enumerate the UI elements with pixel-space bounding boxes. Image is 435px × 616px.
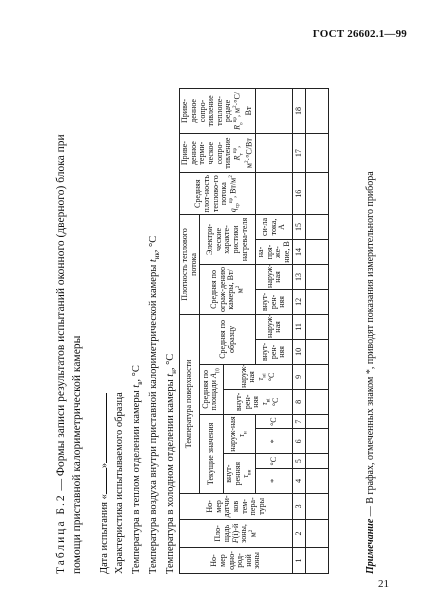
table-note [365,171,376,574]
envelope-outer-header: наруж-ная [255,264,293,289]
voltage-header: на-пря-же-ние, В [255,240,293,265]
col-number: 4 [293,468,306,493]
tau-vi-symbol: τ [260,402,270,406]
cold-temp-unit: , °С [165,353,176,371]
outer-surface-label: наруж-ная [228,416,238,452]
surface-temp-header: Температура поверхности [180,314,200,493]
reduced-thermal-res-sub: т [238,153,244,156]
tau-ni-symbol: τ [255,377,265,381]
reduced-heat-res-unit-tail: ·°С/Вт [232,91,253,116]
standard-code: ГОСТ 26602.1—99 [312,28,407,40]
avg-outer-unit: °С [266,372,276,382]
avg-heat-flow-header [180,173,256,215]
col-number: 3 [293,493,306,519]
page-number: 21 [378,578,389,590]
empty-cell [306,133,329,173]
reduced-thermal-res-blank [255,133,293,173]
inner-surface-label: внут-ренняя [224,461,242,486]
cold-temp-sub: н [171,370,179,374]
cold-temp-field [165,354,178,574]
empty-cell [306,364,329,389]
warm-temp-label: Температура в теплом отделении камеры [131,390,142,574]
empty-cell [306,215,329,240]
reduced-thermal-res-unit: , м [232,145,254,169]
col-number: 13 [293,264,306,289]
tau-inner-sub: вн [246,469,253,475]
col-number: 1 [293,548,306,574]
unit-inner: °С [255,454,293,469]
col-number: 2 [293,519,306,547]
avg-outer-header [223,364,293,389]
cold-temp-label: Температура в холодном отделении камеры [165,379,176,574]
reduced-thermal-res-symbol: R [232,155,242,161]
avg-inner-header [223,389,293,414]
avg-area-header [200,364,224,414]
avg-heat-flow-blank [255,173,293,215]
rotated-table-page [47,56,397,574]
calorimeter-temp-unit: , °С [148,235,159,253]
col-number: 7 [293,414,306,429]
avg-heat-flow-sub: ср [234,203,241,209]
calorimeter-temp-field [148,236,161,574]
reduced-thermal-res-header [180,133,256,173]
sample-label: Характеристика испытываемого образца [114,392,125,574]
test-date-field [97,393,110,574]
reduced-heat-res-sup: пр [232,117,239,123]
empty-cell [306,468,329,493]
avg-envelope-header [200,264,256,314]
sample-inner-header: внут-рен-няя [255,339,293,364]
avg-sample-header: Средняя по образцу [200,314,256,364]
table-title-line2: помощи приставной калориметрической камеры [71,335,83,574]
unit-outer: °С [255,414,293,429]
electrical-header: Электри-ческие характе-ристики нагрева-теля [200,215,256,265]
tau-inner-symbol: τ [241,474,251,478]
warm-temp-symbol: t [131,384,142,388]
avg-envelope-sup: 2 [234,285,241,289]
calorimeter-temp-label: Температура воздуха внутри приставной калориметрической камеры [148,264,159,574]
avg-heat-flow-label: Средняя плот-ность теплово-го потока [193,174,229,213]
reduced-thermal-res-unit-tail: ·°С/Вт [244,138,254,161]
empty-cell [306,454,329,469]
zone-area-label: Пло-щадь [213,524,231,543]
inner-surface-header [223,454,255,494]
zone-number-header: Но-мер одно-род-ной зоны [180,548,293,574]
empty-cell [306,493,329,519]
date-year-blank [97,393,107,463]
reduced-heat-res-unit: , м [232,107,242,118]
col-number: 8 [293,389,306,414]
note-lead: Примечание [365,518,376,574]
note-text: — В графах, отмеченных знаком *, приводят показания измерительного прибора [365,171,376,519]
test-date-mid: » [99,462,110,469]
empty-cell [306,429,329,454]
empty-cell [306,548,329,574]
col-number: 5 [293,454,306,469]
tau-vi-sub: вi [265,398,272,403]
reduced-thermal-res-sup: пр [231,147,238,154]
empty-cell [306,89,329,134]
sample-outer-header: наруж-ная [255,314,293,339]
zone-area-symbol: F [230,538,240,544]
avg-inner-label: внут-рен-няя [234,392,261,411]
calorimeter-temp-sub: ик [154,252,162,260]
cold-temp-symbol: t [165,373,176,377]
empty-cell [306,519,329,547]
empty-cell [306,389,329,414]
warm-temp-unit: , °С [131,365,142,382]
reduced-heat-res-symbol: R [232,125,242,130]
test-date-label: Дата испытания « [99,494,110,574]
avg-area-sub: (i) [214,368,221,374]
avg-outer-label: наруж-ная [238,364,257,388]
envelope-inner-header: внут-рен-няя [255,289,293,314]
col-number: 14 [293,240,306,265]
table-title-lead: Таблица Б.2 [55,493,67,574]
calorimeter-temp-symbol: t [148,259,159,263]
col-number: 10 [293,339,306,364]
avg-area-symbol: A [209,373,219,379]
avg-heat-flow-sup: пр [227,197,234,204]
tau-ni-sub: нi [261,373,268,378]
current-header: си-ла тока, А [255,215,293,240]
sample-field [114,392,125,574]
avg-heat-flow-unit: , Вт/м [228,177,238,198]
table-title-rest: — Формы записи результатов испытаний оконного (дверного) блока при [55,134,67,494]
star-inner: * [255,468,293,493]
reduced-heat-res-unit-sup: 2 [232,105,239,108]
warm-temp-sub: в [137,381,145,385]
avg-envelope-label: Средняя по ограж-дению камеры, Вт/м [208,266,245,313]
table-title [55,134,67,574]
outer-surface-header [223,414,255,454]
empty-cell [306,339,329,364]
empty-cell [306,414,329,429]
reduced-thermal-res-label: Приве-денное терми-ческое сопро-тивление [180,137,233,169]
current-values-header: Текущие значения [200,414,224,493]
empty-cell [306,264,329,289]
col-number: 12 [293,289,306,314]
sensor-number-header: Но-мер датчи-ков тем-пера-туры [180,493,293,519]
empty-cell [306,289,329,314]
col-number: 9 [293,364,306,389]
avg-heat-flow-symbol: q [228,208,238,213]
col-number: 16 [293,173,306,215]
empty-cell [306,314,329,339]
tau-outer-sub: н [242,431,249,435]
zone-area-header [180,519,293,547]
data-row [306,89,329,574]
zone-area-tail: (i)-й зоны, м [230,523,258,543]
heat-flow-density-header: Плотность теплового потока [180,215,200,315]
reduced-heat-res-blank [255,89,293,134]
col-number: 17 [293,133,306,173]
star-outer: * [255,429,293,454]
reduced-heat-res-label: Приве-денное сопро-тивление теплопе-редаче [180,95,233,127]
reduced-heat-res-sub: о [238,122,245,126]
warm-temp-field [131,365,144,574]
zone-area-sup: 2 [247,529,254,533]
avg-inner-unit: °С [271,397,281,407]
column-numbers-row [293,89,306,574]
empty-cell [306,240,329,265]
col-number: 11 [293,314,306,339]
avg-area-label: Средняя по площади [200,369,219,411]
reduced-heat-res-header [180,89,256,134]
avg-heat-flow-unit-sup: 2 [227,175,234,178]
col-number: 15 [293,215,306,240]
empty-cell [306,173,329,215]
tau-outer-symbol: τ [237,434,247,437]
reduced-thermal-res-unit-sup: 2 [243,160,250,164]
col-number: 6 [293,429,306,454]
results-table [179,88,329,574]
col-number: 18 [293,89,306,134]
date-day-blank [97,468,107,494]
